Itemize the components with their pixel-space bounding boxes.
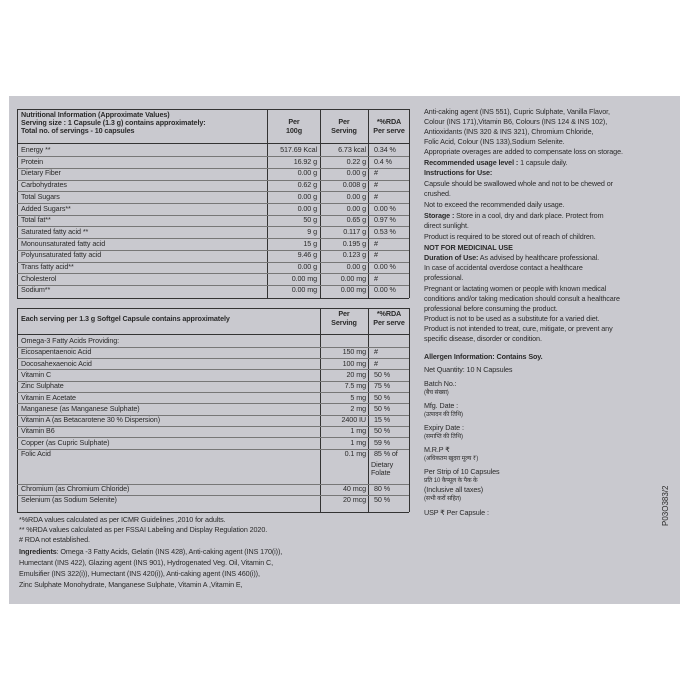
batch-code: P03O383/2 — [661, 485, 670, 526]
row-divider — [17, 449, 409, 450]
nutrient-per100: 9 g — [307, 226, 317, 236]
nutrient-rda: 0.00 % — [374, 285, 396, 295]
storage-text: Product is required to be stored out of reach of children. — [424, 232, 596, 241]
folate-note: Dietary — [371, 460, 394, 469]
nutrient-name: Saturated fatty acid ** — [21, 226, 89, 236]
nutrient-per100: 0.00 g — [297, 203, 317, 213]
ingredients-label: Ingredients — [19, 547, 57, 556]
table-header-divider — [17, 143, 409, 144]
nutrient-serving: 0.00 g — [346, 262, 366, 271]
expiry-date: Expiry Date : — [424, 423, 464, 432]
nutrient-name: Cholesterol — [21, 273, 57, 283]
nutrient-per100: 0.00 mg — [291, 285, 317, 295]
duration-line — [424, 254, 599, 262]
ingredient-serving: 1 mg — [350, 437, 366, 447]
softgel-header: Each serving per 1.3 g Softgel Capsule contains approximately — [21, 314, 230, 323]
row-divider — [17, 369, 409, 370]
nutrition-title: Nutritional Information (Approximate Values) — [21, 110, 170, 119]
warning-text: professional before consuming the product. — [424, 304, 558, 313]
warning-text: Product is not intended to treat, cure, mitigate, or prevent any — [424, 324, 613, 333]
instructions-text: crushed. — [424, 189, 451, 198]
row-divider — [17, 358, 409, 359]
nutrient-rda: # — [374, 250, 378, 260]
nutrient-per100: 0.00 g — [297, 168, 317, 178]
ingredient-name: Copper (as Cupric Sulphate) — [21, 437, 110, 447]
usage-label: Recommended usage level : — [424, 158, 519, 167]
nutrient-rda: # — [374, 168, 378, 178]
nutrient-rda: 0.53 % — [374, 226, 396, 236]
nutrient-name: Polyunsaturated fatty acid — [21, 250, 102, 260]
ingredients-line — [19, 548, 282, 556]
ingredient-name: Vitamin B6 — [21, 426, 55, 436]
nutrient-name: Carbohydrates — [21, 180, 67, 190]
mfg-date: Mfg. Date : — [424, 401, 459, 410]
row-divider — [17, 168, 409, 169]
ingredient-serving: 5 mg — [350, 392, 366, 402]
table-border-right — [409, 109, 410, 298]
row-divider — [17, 437, 409, 438]
nutrient-name: Energy ** — [21, 145, 51, 154]
ingredient-serving: 100 mg — [342, 358, 366, 368]
ingredients-cont: Folic Acid, Colour (INS 133),Sodium Selenite. — [424, 137, 565, 146]
row-divider — [17, 415, 409, 416]
ingredient-rda: 80 % — [374, 484, 390, 493]
table-border-top — [17, 308, 409, 309]
nutrient-serving: 0.00 g — [346, 203, 366, 213]
col-header-rda: *%RDA — [376, 309, 402, 318]
row-divider — [17, 262, 409, 263]
nutrient-name: Total Sugars — [21, 191, 60, 201]
nutrient-serving: 0.65 g — [346, 215, 366, 225]
ingredient-name: Docosahexaenoic Acid — [21, 358, 92, 368]
row-divider — [17, 273, 409, 274]
ingredient-rda: 50 % — [374, 495, 390, 504]
col-header-rda: *%RDA — [376, 117, 402, 126]
ingredient-serving: 20 mcg — [343, 495, 366, 504]
warning-text: Pregnant or lactating women or people with known medical — [424, 284, 607, 293]
row-divider — [17, 403, 409, 404]
serving-size: Serving size : 1 Capsule (1.3 g) contains approximately: — [21, 118, 206, 127]
row-divider — [17, 426, 409, 427]
ingredient-name: Folic Acid — [21, 449, 51, 458]
nutrient-serving: 0.195 g — [342, 238, 366, 248]
nutrient-rda: # — [374, 238, 378, 248]
ingredient-serving: 2 mg — [350, 403, 366, 413]
ingredient-serving: 150 mg — [342, 347, 366, 357]
servings-total: Total no. of servings - 10 capsules — [21, 126, 135, 135]
ingredient-name: Vitamin E Acetate — [21, 392, 76, 402]
ingredient-rda: 75 % — [374, 381, 390, 391]
nutrient-rda: 0.00 % — [374, 203, 396, 213]
nutrient-serving: 0.00 g — [346, 191, 366, 201]
instructions-text: Not to exceed the recommended daily usage. — [424, 200, 565, 209]
nutrient-rda: # — [374, 273, 378, 283]
nutrient-per100: 0.00 g — [297, 262, 317, 271]
col-header-per100: Per — [288, 117, 300, 126]
instructions-text: Capsule should be swallowed whole and not to be chewed or — [424, 179, 613, 188]
ingredient-rda: 59 % — [374, 437, 390, 447]
nutrient-serving: 6.73 kcal — [338, 145, 366, 154]
ingredients-cont: Colour (INS 171),Vitamin B6, Colours (INS 124 & INS 102), — [424, 117, 608, 126]
nutrient-per100: 0.00 mg — [291, 273, 317, 283]
ingredient-serving: 2400 IU — [341, 415, 366, 425]
row-divider — [17, 250, 409, 251]
ingredient-rda: 50 % — [374, 403, 390, 413]
product-label — [9, 96, 680, 604]
row-divider — [17, 226, 409, 227]
expiry-date-hindi: (समाप्ति की तिथि) — [424, 434, 463, 440]
usage-value: 1 capsule daily. — [518, 158, 568, 167]
per-strip: Per Strip of 10 Capsules — [424, 467, 500, 476]
ingredient-name: Selenium (as Sodium Selenite) — [21, 495, 117, 504]
ingredients-line: Zinc Sulphate Monohydrate, Manganese Sulphate, Vitamin A ,Vitamin E, — [19, 580, 243, 589]
ingredients-line: Humectant (INS 422), Glazing agent (INS 901), Hydrogenated Veg. Oil, Vitamin C, — [19, 558, 274, 567]
nutrient-serving: 0.00 mg — [340, 273, 366, 283]
nutrient-serving: 0.117 g — [343, 226, 366, 236]
batch-no-hindi: (बैच संख्या) — [424, 390, 449, 396]
col-header-per100: 100g — [286, 126, 302, 135]
ingredient-rda: 50 % — [374, 426, 390, 436]
mrp-hindi: (अधिकतम खुदरा मूल्य ₹) — [424, 456, 479, 462]
nutrient-rda: 0.34 % — [374, 145, 396, 154]
mrp: M.R.P ₹ — [424, 445, 450, 454]
nutrient-serving: 0.22 g — [346, 156, 366, 166]
nutrient-name: Monounsaturated fatty acid — [21, 238, 106, 248]
nutrient-per100: 15 g — [303, 238, 317, 248]
row-divider — [17, 484, 409, 485]
nutrient-per100: 517.69 Kcal — [280, 145, 317, 154]
duration-text: As advised by healthcare professional. — [478, 253, 600, 262]
nutrient-name: Sodium** — [21, 285, 51, 295]
table-border-bottom — [17, 298, 409, 299]
col-header-serving: Serving — [331, 318, 357, 327]
ingredient-rda: # — [374, 347, 378, 357]
nutrient-serving: 0.00 mg — [340, 285, 366, 295]
storage-line — [424, 212, 603, 220]
row-divider — [17, 180, 409, 181]
col-header-rda: Per serve — [373, 126, 405, 135]
nutrient-rda: # — [374, 191, 378, 201]
table-border-left — [17, 308, 18, 512]
ingredients-line: Emulsifier (INS 322(i)), Humectant (INS 420(i)), Anti-caking agent (INS 460(i)), — [19, 569, 260, 578]
nutrient-serving: 0.00 g — [346, 168, 366, 178]
row-divider — [17, 238, 409, 239]
ingredient-serving: 20 mg — [346, 369, 366, 379]
ingredient-rda: 50 % — [374, 392, 390, 402]
ingredient-serving: 1 mg — [350, 426, 366, 436]
nutrient-per100: 0.62 g — [297, 180, 317, 190]
duration-label: Duration of Use: — [424, 253, 479, 262]
col-header-serving: Per — [338, 117, 350, 126]
usp-per-capsule: USP ₹ Per Capsule : — [424, 508, 489, 517]
inclusive-taxes: (Inclusive all taxes) — [424, 485, 484, 494]
nutrient-per100: 9.46 g — [297, 250, 317, 260]
ingredient-name: Eicosapentaenoic Acid — [21, 347, 92, 357]
net-quantity: Net Quantity: 10 N Capsules — [424, 365, 513, 374]
ingredient-name: Manganese (as Manganese Sulphate) — [21, 403, 140, 413]
allergen-info: Allergen Information: Contains Soy. — [424, 352, 543, 361]
row-divider — [17, 191, 409, 192]
nutrient-rda: 0.97 % — [374, 215, 396, 225]
ingredient-name: Chromium (as Chromium Chloride) — [21, 484, 130, 493]
footnote: # RDA not established. — [19, 535, 90, 544]
row-divider — [17, 392, 409, 393]
table-border-right — [409, 308, 410, 512]
ingredient-rda: 15 % — [374, 415, 390, 425]
table-border-bottom — [17, 512, 409, 513]
duration-text: professional. — [424, 273, 464, 282]
per-strip-hindi: प्रति 10 कैप्सूल के पैक के — [424, 478, 478, 484]
overage-note: Appropriate overages are added to compensate loss on storage. — [424, 147, 623, 156]
nutrient-rda: 0.4 % — [374, 156, 392, 166]
duration-text: In case of accidental overdose contact a healthcare — [424, 263, 583, 272]
table-header-divider — [17, 334, 409, 335]
footnote: *%RDA values calculated as per ICMR Guidelines ,2010 for adults. — [19, 515, 226, 524]
row-divider — [17, 285, 409, 286]
row-divider — [17, 156, 409, 157]
col-header-rda: Per serve — [373, 318, 405, 327]
usage-level — [424, 159, 567, 167]
ingredient-rda: 50 % — [374, 369, 390, 379]
mfg-date-hindi: (उत्पादन की तिथि) — [424, 412, 463, 418]
nutrient-per100: 16.92 g — [293, 156, 317, 166]
nutrient-name: Added Sugars** — [21, 203, 71, 213]
col-divider — [368, 308, 369, 512]
ingredient-name: Vitamin C — [21, 369, 52, 379]
nutrient-rda: # — [374, 180, 378, 190]
ingredient-name: Zinc Sulphate — [21, 381, 64, 391]
nutrient-name: Protein — [21, 156, 44, 166]
ingredients-text: : Omega -3 Fatty Acids, Gelatin (INS 428), Anti-caking agent (INS 170(i)), — [56, 547, 283, 556]
not-medicinal: NOT FOR MEDICINAL USE — [424, 243, 513, 252]
nutrient-name: Trans fatty acid** — [21, 262, 74, 271]
ingredients-cont: Antioxidants (INS 320 & INS 321), Chromium Chloride, — [424, 127, 594, 136]
ingredients-cont: Anti-caking agent (INS 551), Cupric Sulphate, Vanilla Flavor, — [424, 107, 610, 116]
ingredient-serving: 40 mcg — [343, 484, 366, 493]
nutrient-per100: 0.00 g — [297, 191, 317, 201]
ingredient-serving: 0.1 mg — [344, 449, 366, 458]
warning-text: conditions and/or taking medication should consult a healthcare — [424, 294, 620, 303]
storage-text: Store in a cool, dry and dark place. Protect from — [454, 211, 604, 220]
row-divider — [17, 203, 409, 204]
nutrient-serving: 0.008 g — [342, 180, 366, 190]
row-divider — [17, 347, 409, 348]
col-header-serving: Serving — [331, 126, 357, 135]
ingredient-rda: # — [374, 358, 378, 368]
ingredient-rda: 85 % of — [374, 449, 398, 458]
ingredient-name: Omega-3 Fatty Acids Providing: — [21, 336, 120, 345]
row-divider — [17, 381, 409, 382]
row-divider — [17, 215, 409, 216]
ingredient-name: Vitamin A (as Betacarotene 30 % Dispersion) — [21, 415, 160, 425]
storage-label: Storage : — [424, 211, 455, 220]
nutrient-name: Dietary Fiber — [21, 168, 61, 178]
folate-note: Folate — [371, 468, 391, 477]
instructions-label: Instructions for Use: — [424, 168, 493, 177]
nutrient-serving: 0.123 g — [342, 250, 366, 260]
nutrient-rda: 0.00 % — [374, 262, 396, 271]
storage-text: direct sunlight. — [424, 221, 469, 230]
row-divider — [17, 495, 409, 496]
warning-text: specific disease, disorder or condition. — [424, 334, 542, 343]
ingredient-serving: 7.5 mg — [344, 381, 366, 391]
footnote: ** %RDA values calculated as per FSSAI Labeling and Display Regulation 2020. — [19, 525, 268, 534]
batch-no: Batch No.: — [424, 379, 457, 388]
warning-text: Product is not to be used as a substitute for a varied diet. — [424, 314, 600, 323]
nutrient-per100: 50 g — [303, 215, 317, 225]
nutrient-name: Total fat** — [21, 215, 51, 225]
col-header-serving: Per — [338, 309, 350, 318]
inclusive-taxes-hindi: (सभी करों सहित) — [424, 496, 461, 502]
